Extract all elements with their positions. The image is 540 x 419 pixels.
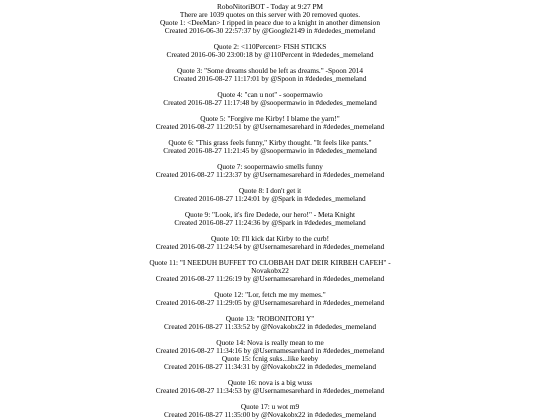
quote-created: Created 2016-08-27 11:33:52 by @Novakobx22 in #dededes_memeland: [164, 322, 376, 331]
quote-item: [0, 19, 540, 35]
quote-item: [0, 235, 540, 251]
quote-created: Created 2016-08-27 11:26:19 by @Usernamesarehard in #dededes_memeland: [155, 274, 385, 283]
quote-created: Created 2016-08-27 11:34:53 by @Usernamesarehard in #dededes_memeland: [155, 386, 385, 395]
quote-text: Quote 15: fcnig suks...like keeby: [221, 354, 319, 363]
quote-item: [0, 339, 540, 355]
quote-item: [0, 187, 540, 203]
quote-created: Created 2016-06-30 23:00:18 by @110Percent in #dededes_memeland: [166, 50, 374, 59]
quote-text: Quote 3: "Some dreams should be left as dreams." -Spoon 2014: [176, 66, 364, 75]
quote-item: [0, 379, 540, 395]
quote-text-continued: Novakobx22: [251, 266, 289, 275]
quote-text: Quote 9: "Look, it's fire Dedede, our hero!" - Meta Knight: [184, 210, 356, 219]
message-header: [0, 0, 540, 19]
quote-created: Created 2016-08-27 11:34:16 by @Usernamesarehard in #dededes_memeland: [155, 346, 385, 355]
quote-text: Quote 17: u wot m9: [240, 402, 300, 411]
quote-text: Quote 10: I'll kick dat Kirby to the curb!: [210, 234, 330, 243]
quote-item: [0, 67, 540, 83]
quote-text: Quote 13: "ROBONITORI Y": [225, 314, 315, 323]
quote-text: Quote 4: "can u not" - soopermawio: [217, 90, 323, 99]
quote-created: Created 2016-08-27 11:17:48 by @soopermawio in #dededes_memeland: [163, 98, 377, 107]
quote-item: [0, 43, 540, 59]
quote-text: Quote 6: "This grass feels funny," Kirby thought. "It feels like pants.": [168, 138, 372, 147]
quote-created: Created 2016-08-27 11:21:45 by @soopermawio in #dededes_memeland: [163, 146, 377, 155]
quote-created: Created 2016-08-27 11:35:00 by @Novakobx22 in #dededes_memeland: [164, 410, 376, 419]
quote-item: [0, 403, 540, 419]
quote-text: Quote 14: Nova is really mean to me: [216, 338, 324, 347]
quote-created: Created 2016-06-30 22:57:37 by @Google2149 in #dededes_memeland: [164, 26, 376, 35]
quote-item: [0, 115, 540, 131]
quote-text: Quote 12: "Lor, fetch me my memes.": [214, 290, 326, 299]
quote-created: Created 2016-08-27 11:24:36 by @Spark in #dededes_memeland: [174, 218, 366, 227]
bot-author-line: RoboNitoriBOT - Today at 9:27 PM: [216, 2, 324, 11]
quote-text: Quote 7: soopermawio smells funny: [217, 162, 323, 171]
quote-item: [0, 91, 540, 107]
quote-item: [0, 291, 540, 307]
quote-created: Created 2016-08-27 11:24:01 by @Spark in #dededes_memeland: [174, 194, 366, 203]
quote-text: Quote 1: <DeeMan> I ripped in peace due to a knight in another dimension: [160, 18, 380, 27]
quote-count-summary: There are 1039 quotes on this server with 20 removed quotes.: [179, 10, 361, 19]
quote-item: [0, 315, 540, 331]
quote-created: Created 2016-08-27 11:34:31 by @Novakobx22 in #dededes_memeland: [164, 362, 376, 371]
quote-created: Created 2016-08-27 11:23:37 by @Usernamesarehard in #dededes_memeland: [155, 170, 385, 179]
quote-item: [0, 139, 540, 155]
quote-item: [0, 211, 540, 227]
quote-text: Quote 16: nova is a big wuss: [227, 378, 313, 387]
quote-created: Created 2016-08-27 11:24:54 by @Usernamesarehard in #dededes_memeland: [155, 242, 385, 251]
quote-created: Created 2016-08-27 11:17:01 by @Spoon in #dededes_memeland: [173, 74, 367, 83]
quote-item: [0, 163, 540, 179]
quote-text: Quote 11: "I NEEDUH BUFFET TO CLOBBAH DAT DEIR KIRBEH CAFEH" -: [149, 258, 391, 267]
quote-created: Created 2016-08-27 11:20:51 by @Usernamesarehard in #dededes_memeland: [155, 122, 385, 131]
quote-text: Quote 2: <110Percent> FISH STICKS: [213, 42, 327, 51]
quote-created: Created 2016-08-27 11:29:05 by @Usernamesarehard in #dededes_memeland: [155, 298, 385, 307]
quote-item: [0, 259, 540, 283]
quote-text: Quote 5: "Forgive me Kirby! I blame the yarn!": [200, 114, 340, 123]
quote-text: Quote 8: I don't get it: [238, 186, 302, 195]
quote-item: [0, 355, 540, 371]
